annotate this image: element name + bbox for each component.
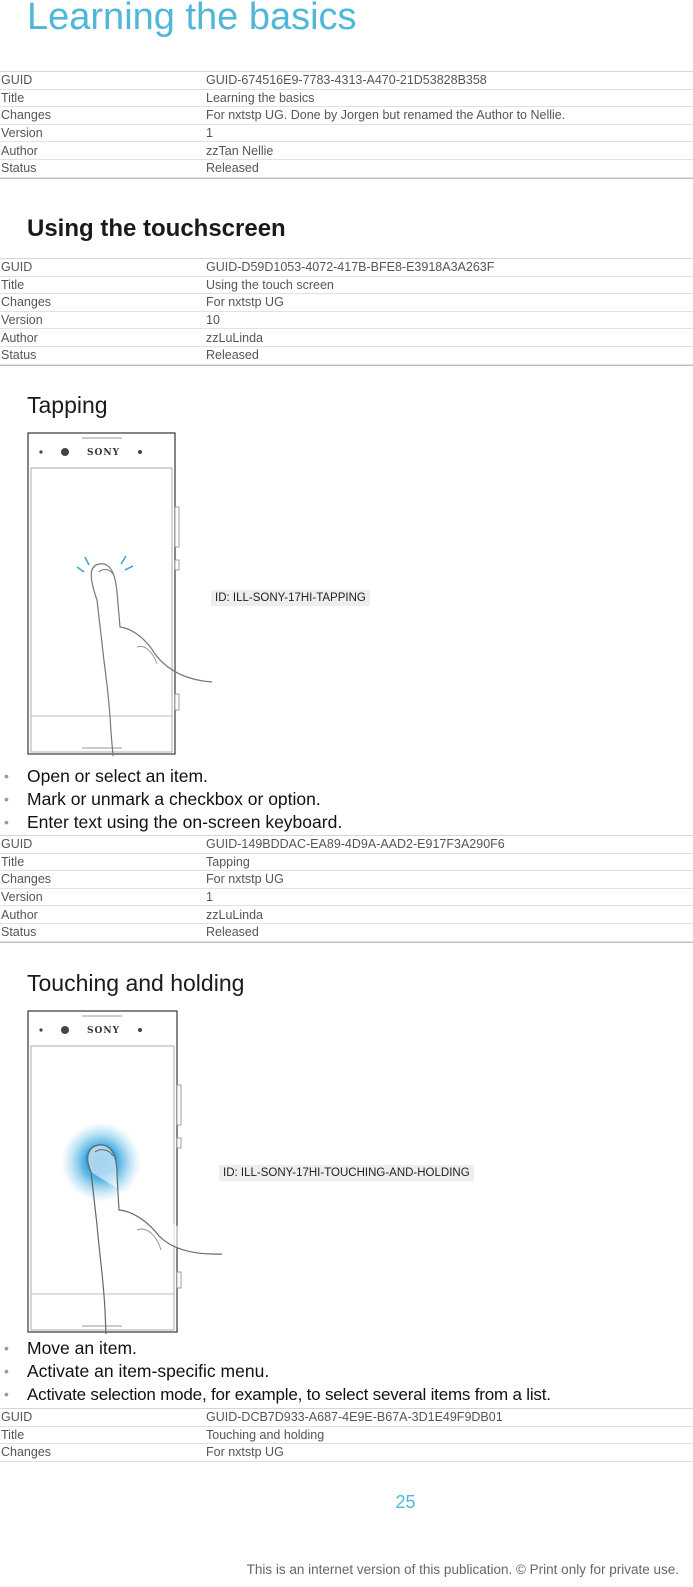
metadata-value: For nxtstp UG bbox=[206, 872, 284, 887]
metadata-row-author bbox=[0, 906, 693, 924]
metadata-key: Changes bbox=[1, 872, 52, 887]
metadata-row-version bbox=[0, 889, 693, 907]
metadata-value: zzLuLinda bbox=[206, 907, 263, 922]
metadata-value: GUID-674516E9-7783-4313-A470-21D53828B358 bbox=[206, 73, 487, 88]
metadata-key: Version bbox=[1, 126, 43, 141]
metadata-row-changes bbox=[0, 294, 693, 312]
metadata-key: Author bbox=[1, 143, 38, 158]
metadata-row-status bbox=[0, 160, 693, 178]
metadata-key: Status bbox=[1, 161, 37, 176]
metadata-key: GUID bbox=[1, 1410, 33, 1425]
metadata-value: Touching and holding bbox=[206, 1427, 325, 1442]
metadata-key: Changes bbox=[1, 108, 52, 123]
metadata-table-tapping bbox=[0, 835, 693, 943]
list-item-text: Activate an item-specific menu. bbox=[27, 1361, 270, 1381]
metadata-table-learning-basics bbox=[0, 71, 693, 179]
metadata-value: 10 bbox=[206, 313, 220, 328]
touching-holding-illustration bbox=[27, 1010, 227, 1334]
metadata-value: zzTan Nellie bbox=[206, 143, 274, 158]
page-number: 25 bbox=[395, 1492, 416, 1512]
list-item-text: Activate selection mode, for example, to select several items from a list. bbox=[27, 1385, 551, 1404]
metadata-row-guid bbox=[0, 259, 693, 277]
metadata-key: Title bbox=[1, 90, 25, 105]
metadata-row-changes bbox=[0, 107, 693, 125]
list-item-text: Open or select an item. bbox=[27, 766, 208, 786]
touching-holding-bullet-list bbox=[0, 1337, 551, 1406]
metadata-value: For nxtstp UG bbox=[206, 1445, 284, 1460]
metadata-row-changes bbox=[0, 871, 693, 889]
metadata-key: GUID bbox=[1, 260, 33, 275]
metadata-key: GUID bbox=[1, 837, 33, 852]
page-title: Learning the basics bbox=[27, 0, 357, 38]
metadata-row-author bbox=[0, 329, 693, 347]
tapping-bullet-list bbox=[0, 765, 342, 834]
section-heading-touchscreen: Using the touchscreen bbox=[27, 215, 286, 242]
metadata-value: GUID-D59D1053-4072-417B-BFE8-E3918A3A263F bbox=[206, 260, 495, 275]
metadata-value: 1 bbox=[206, 890, 213, 905]
metadata-table-touchscreen bbox=[0, 258, 693, 366]
metadata-key: Changes bbox=[1, 1445, 52, 1460]
section-heading-tapping: Tapping bbox=[27, 392, 108, 418]
metadata-value: 1 bbox=[206, 126, 213, 141]
metadata-row-guid bbox=[0, 1409, 693, 1427]
metadata-row-version bbox=[0, 312, 693, 330]
phone-brand-logo: SONY bbox=[87, 448, 120, 458]
tapping-illustration bbox=[27, 432, 217, 756]
metadata-key: Version bbox=[1, 890, 43, 905]
metadata-value: Learning the basics bbox=[206, 90, 315, 105]
metadata-row-title bbox=[0, 277, 693, 295]
metadata-row-changes bbox=[0, 1444, 693, 1462]
metadata-value: Released bbox=[206, 348, 259, 363]
list-item: • Mark or unmark a checkbox or option. bbox=[4, 789, 321, 809]
metadata-value: Using the touch screen bbox=[206, 277, 334, 292]
list-item-text: Enter text using the on-screen keyboard. bbox=[27, 812, 343, 832]
section-heading-touching-holding: Touching and holding bbox=[27, 970, 245, 996]
footer-notice: This is an internet version of this publication. © Print only for private use. bbox=[246, 1562, 679, 1577]
metadata-key: Title bbox=[1, 1427, 25, 1442]
phone-brand-logo: SONY bbox=[87, 1026, 120, 1036]
metadata-value: zzLuLinda bbox=[206, 330, 263, 345]
metadata-key: Status bbox=[1, 348, 37, 363]
metadata-value: Tapping bbox=[206, 854, 250, 869]
metadata-value: For nxtstp UG. Done by Jorgen but renamed the Author to Nellie. bbox=[206, 108, 566, 123]
metadata-value: Released bbox=[206, 925, 259, 940]
list-item: • Enter text using the on-screen keyboard. bbox=[4, 812, 343, 832]
metadata-value: GUID-149BDDAC-EA89-4D9A-AAD2-E917F3A290F6 bbox=[206, 837, 505, 852]
list-item-text: Move an item. bbox=[27, 1338, 137, 1358]
metadata-key: Author bbox=[1, 907, 38, 922]
metadata-key: Title bbox=[1, 277, 25, 292]
metadata-row-guid bbox=[0, 836, 693, 854]
metadata-value: Released bbox=[206, 161, 259, 176]
metadata-row-title bbox=[0, 854, 693, 872]
illustration-id-tag: ID: ILL-SONY-17HI-TOUCHING-AND-HOLDING bbox=[219, 1165, 474, 1181]
illustration-id-tag: ID: ILL-SONY-17HI-TAPPING bbox=[211, 590, 370, 606]
metadata-value: GUID-DCB7D933-A687-4E9E-B67A-3D1E49F9DB01 bbox=[206, 1410, 503, 1425]
metadata-key: Status bbox=[1, 925, 37, 940]
metadata-key: Changes bbox=[1, 295, 52, 310]
list-item: • Move an item. bbox=[4, 1338, 137, 1358]
phone-touch-hold-icon bbox=[27, 1010, 227, 1334]
metadata-key: Author bbox=[1, 330, 38, 345]
list-item: • Open or select an item. bbox=[4, 766, 208, 786]
metadata-row-status bbox=[0, 347, 693, 365]
metadata-table-touching-holding bbox=[0, 1408, 693, 1462]
metadata-key: Version bbox=[1, 313, 43, 328]
phone-tapping-icon bbox=[27, 432, 217, 756]
list-item-text: Mark or unmark a checkbox or option. bbox=[27, 789, 321, 809]
metadata-value: For nxtstp UG bbox=[206, 295, 284, 310]
metadata-row-title bbox=[0, 1427, 693, 1445]
list-item: • Activate an item-specific menu. bbox=[4, 1361, 270, 1381]
list-item: • Activate selection mode, for example, to select several items from a list. bbox=[4, 1385, 551, 1404]
metadata-row-title bbox=[0, 90, 693, 108]
metadata-key: Title bbox=[1, 854, 25, 869]
metadata-row-version bbox=[0, 125, 693, 143]
metadata-row-author bbox=[0, 142, 693, 160]
metadata-row-guid bbox=[0, 72, 693, 90]
metadata-key: GUID bbox=[1, 73, 33, 88]
metadata-row-status bbox=[0, 924, 693, 942]
